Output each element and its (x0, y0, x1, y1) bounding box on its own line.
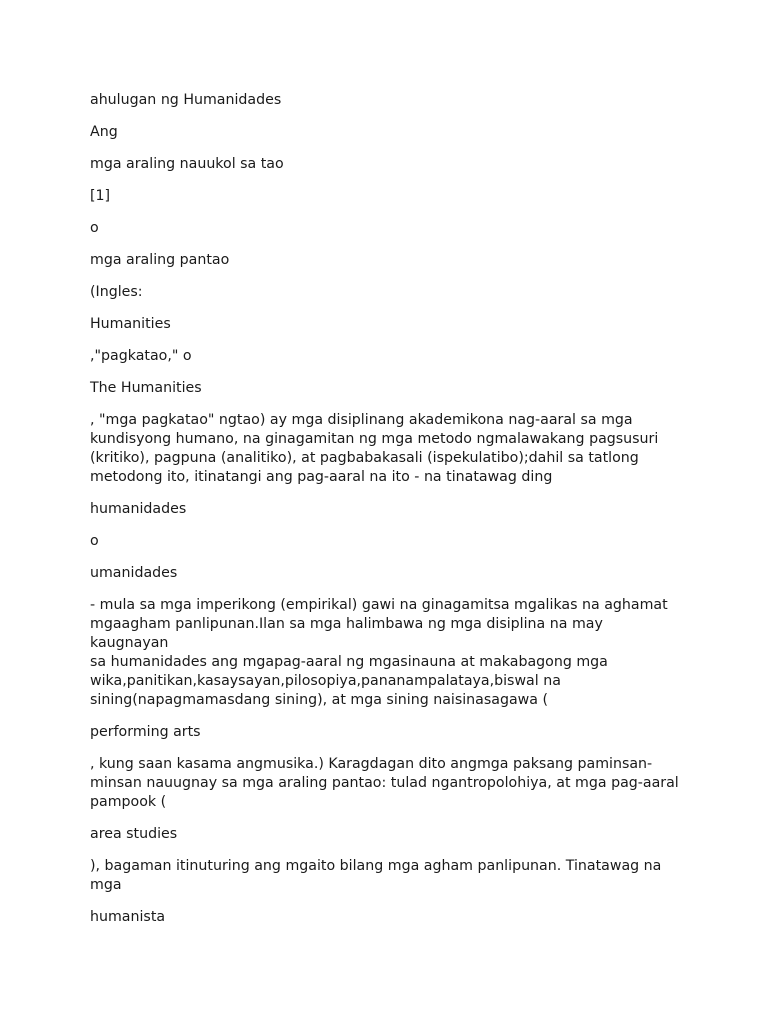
paragraph: area studies (90, 826, 178, 842)
paragraph: ,"pagkatao," o (90, 348, 192, 364)
paragraph: performing arts (90, 724, 201, 740)
paragraph: humanista (90, 909, 166, 925)
paragraph: mga araling pantao (90, 252, 230, 268)
paragraph: umanidades (90, 565, 178, 581)
paragraph: Humanities (90, 316, 171, 332)
paragraph: mga araling nauukol sa tao (90, 156, 284, 172)
paragraph: (Ingles: (90, 284, 143, 300)
paragraph: o (90, 220, 99, 236)
paragraph-body: , "mga pagkatao" ngtao) ay mga disiplinang akademikona nag-aaral sa mga kundisyong humano, na ginagamitan ng mga metodo ngmalawakang pagsusuri (kritiko), pagpuna (analitiko), at pagbabakasali (ispekulatibo);dahil sa tatlong metodong ito, itinatangi ang pag-aaral na ito - na tinatawag ding (90, 412, 659, 485)
paragraph-body: ), bagaman itinuturing ang mgaito bilang mga agham panlipunan. Tinatawag na mga (90, 858, 662, 893)
paragraph-heading: ahulugan ng Humanidades (90, 92, 282, 108)
paragraph: o (90, 533, 99, 549)
paragraph: The Humanities (90, 380, 202, 396)
document-page (90, 91, 680, 940)
paragraph-citation: [1] (90, 188, 111, 204)
paragraph: Ang (90, 124, 118, 140)
paragraph-body: - mula sa mga imperikong (empirikal) gawi na ginagamitsa mgalikas na aghamat mgaagham panlipunan.Ilan sa mga halimbawa ng mga disiplina na may kaugnayan sa humanidades ang mgapag-aaral ng mgasinauna at makabagong mga wika,panitikan,kasaysayan,pilosopiya,pananampalataya,biswal na sining(napagmamasdang sining), at mga sining naisinasagawa ( (90, 597, 668, 708)
paragraph-body: , kung saan kasama angmusika.) Karagdagan dito angmga paksang paminsan- minsan nauugnay sa mga araling pantao: tulad ngantropolohiya, at mga pag-aaral pampook ( (90, 756, 679, 810)
paragraph: humanidades (90, 501, 187, 517)
